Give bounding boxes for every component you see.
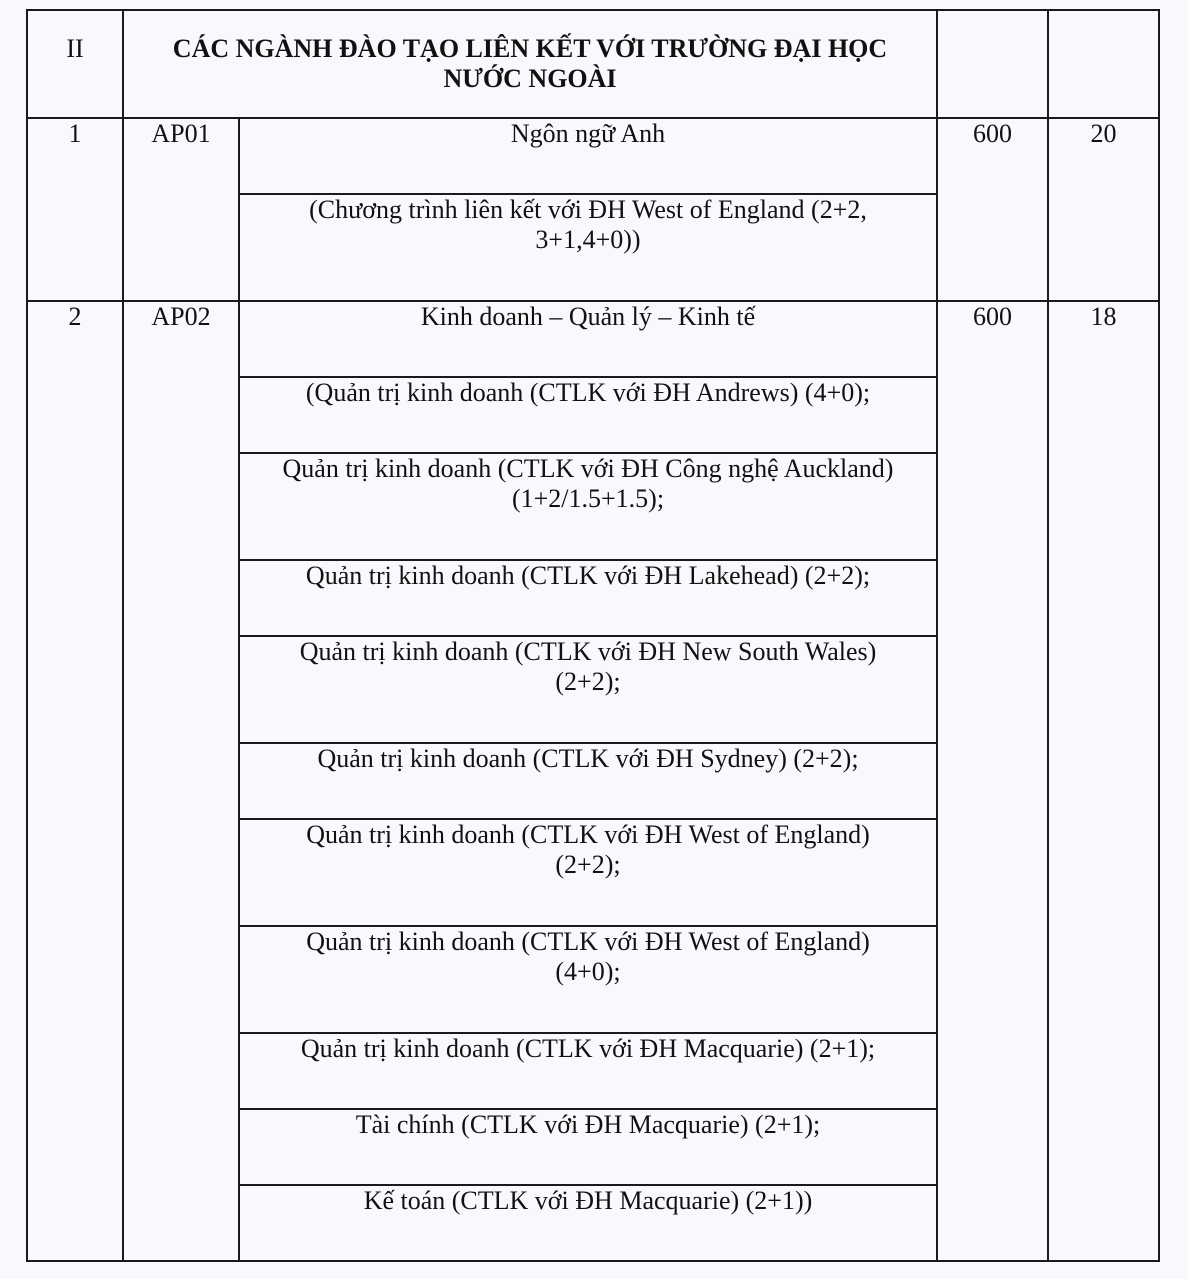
program-detail: Quản trị kinh doanh (CTLK với ĐH Lakehead) (2+2); [239,560,937,636]
program-stt: 2 [27,301,123,1261]
program-code: AP02 [123,301,239,1261]
program-code: AP01 [123,118,239,301]
program-quota: 18 [1048,301,1159,1261]
program-detail: Quản trị kinh doanh (CTLK với ĐH West of England) (2+2); [239,819,937,926]
section-quota-cell [1048,10,1159,118]
program-detail: Quản trị kinh doanh (CTLK với ĐH Macquarie) (2+1); [239,1033,937,1109]
program-quota: 20 [1048,118,1159,301]
program-detail: Tài chính (CTLK với ĐH Macquarie) (2+1); [239,1109,937,1185]
section-score-cell [937,10,1048,118]
section-number: II [27,10,123,118]
admissions-table [26,9,1160,1262]
program-stt: 1 [27,118,123,301]
program-detail: Quản trị kinh doanh (CTLK với ĐH Công nghệ Auckland) (1+2/1.5+1.5); [239,453,937,560]
section-title: CÁC NGÀNH ĐÀO TẠO LIÊN KẾT VỚI TRƯỜNG ĐẠI HỌC NƯỚC NGOÀI [123,10,937,118]
table-row [27,118,1159,194]
program-detail: (Chương trình liên kết với ĐH West of England (2+2, 3+1,4+0)) [239,194,937,301]
program-detail: Quản trị kinh doanh (CTLK với ĐH Sydney) (2+2); [239,743,937,819]
table-row [27,301,1159,377]
program-score: 600 [937,118,1048,301]
program-name: Ngôn ngữ Anh [239,118,937,194]
program-score: 600 [937,301,1048,1261]
program-detail: Kế toán (CTLK với ĐH Macquarie) (2+1)) [239,1185,937,1261]
program-detail: Quản trị kinh doanh (CTLK với ĐH New South Wales) (2+2); [239,636,937,743]
program-name: Kinh doanh – Quản lý – Kinh tế [239,301,937,377]
section-header-row [27,10,1159,118]
program-detail: (Quản trị kinh doanh (CTLK với ĐH Andrews) (4+0); [239,377,937,453]
program-detail: Quản trị kinh doanh (CTLK với ĐH West of England) (4+0); [239,926,937,1033]
